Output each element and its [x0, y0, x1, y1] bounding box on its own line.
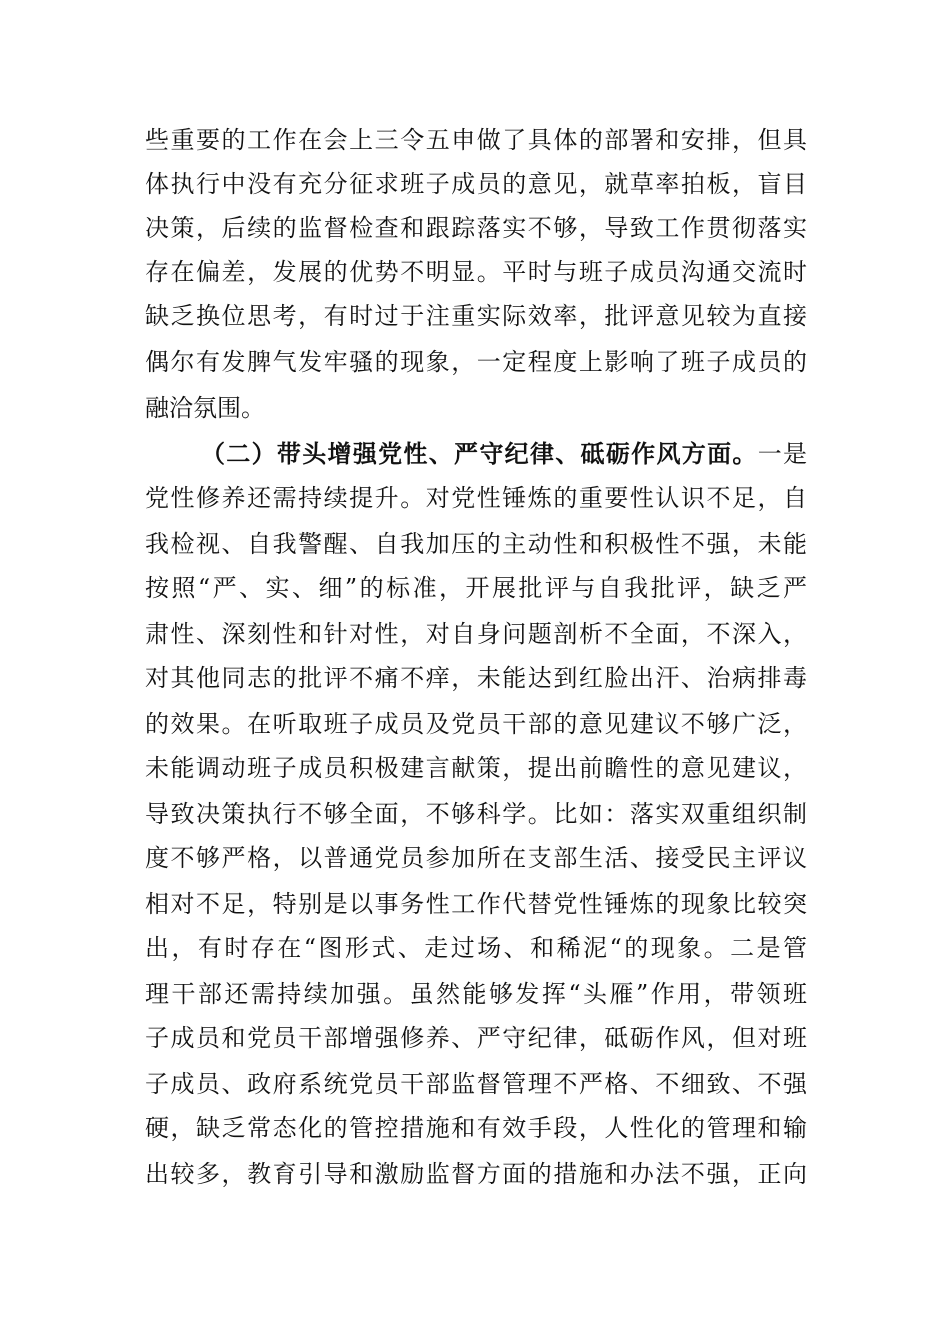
paragraph-line: 偶尔有发脾气发牢骚的现象，一定程度上影响了班子成员的: [145, 348, 807, 376]
paragraph-line: 些重要的工作在会上三令五申做了具体的部署和安排，但具: [145, 126, 807, 154]
paragraph-line: 硬，缺乏常态化的管控措施和有效手段，人性化的管理和输: [145, 1114, 807, 1142]
paragraph-line: 决策，后续的监督检查和跟踪落实不够，导致工作贯彻落实: [145, 214, 807, 242]
paragraph-line: 对其他同志的批评不痛不痒，未能达到红脸出汗、治病排毒: [145, 664, 807, 692]
paragraph-line: 子成员和党员干部增强修养、严守纪律，砥砺作风，但对班: [145, 1024, 807, 1052]
paragraph-line: 理干部还需持续加强。虽然能够发挥“头雁”作用，带领班: [145, 980, 807, 1008]
section-heading: （二）带头增强党性、严守纪律、砥砺作风方面。: [201, 439, 758, 468]
paragraph-line: 融洽氛围。: [145, 394, 265, 422]
section-heading-tail: 一是: [757, 440, 808, 468]
paragraph-line: 出，有时存在“图形式、走过场、和稀泥“的现象。二是管: [145, 934, 807, 962]
paragraph-line: 我检视、自我警醒、自我加压的主动性和积极性不强，未能: [145, 530, 807, 558]
paragraph-line: 子成员、政府系统党员干部监督管理不严格、不细致、不强: [145, 1070, 807, 1098]
paragraph-line: 党性修养还需持续提升。对党性锤炼的重要性认识不足，自: [145, 484, 807, 512]
paragraph-line: 相对不足，特别是以事务性工作代替党性锤炼的现象比较突: [145, 890, 807, 918]
paragraph-line: 导致决策执行不够全面，不够科学。比如：落实双重组织制: [145, 800, 807, 828]
paragraph-line: 出较多，教育引导和激励监督方面的措施和办法不强，正向: [145, 1160, 807, 1188]
paragraph-line: 肃性、深刻性和针对性，对自身问题剖析不全面，不深入，: [145, 620, 807, 648]
paragraph-line: 度不够严格，以普通党员参加所在支部生活、接受民主评议: [145, 844, 807, 872]
paragraph-line: 存在偏差，发展的优势不明显。平时与班子成员沟通交流时: [145, 258, 807, 286]
paragraph-line: 体执行中没有充分征求班子成员的意见，就草率拍板，盲目: [145, 170, 807, 198]
section-heading-line: [201, 432, 807, 476]
paragraph-line: 缺乏换位思考，有时过于注重实际效率，批评意见较为直接: [145, 302, 807, 330]
paragraph-line: 的效果。在听取班子成员及党员干部的意见建议不够广泛，: [145, 710, 807, 738]
paragraph-line: 按照“严、实、细”的标准，开展批评与自我批评，缺乏严: [145, 574, 807, 602]
paragraph-line: 未能调动班子成员积极建言献策，提出前瞻性的意见建议，: [145, 754, 807, 782]
